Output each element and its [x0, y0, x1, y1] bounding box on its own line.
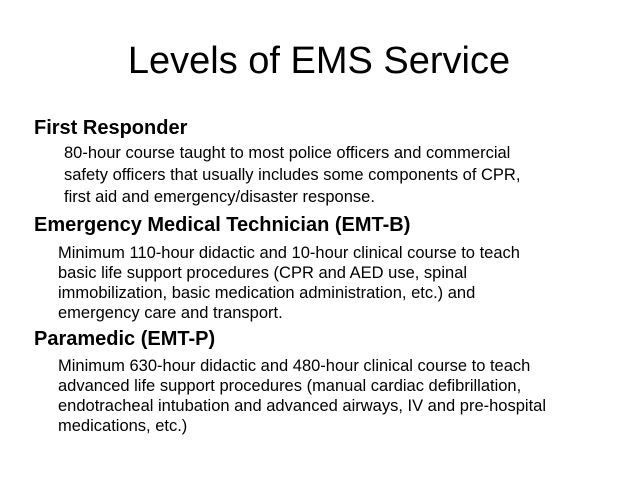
body-line: 80-hour course taught to most police officers and commercial — [64, 144, 511, 162]
body-line: immobilization, basic medication administration, etc.) and — [58, 284, 476, 302]
body-line: first aid and emergency/disaster response. — [64, 188, 375, 206]
slide-title: Levels of EMS Service — [127, 40, 511, 82]
section-heading-emt-b: Emergency Medical Technician (EMT-B) — [34, 214, 411, 236]
body-line: medications, etc.) — [58, 417, 188, 435]
body-line: basic life support procedures (CPR and AED use, spinal — [58, 264, 468, 282]
section-heading-paramedic: Paramedic (EMT-P) — [34, 328, 216, 350]
body-line: safety officers that usually includes some components of CPR, — [64, 166, 521, 184]
body-line: advanced life support procedures (manual cardiac defibrillation, — [58, 377, 522, 395]
section-body-paramedic — [58, 356, 546, 436]
body-line: Minimum 630-hour didactic and 480-hour clinical course to teach — [58, 357, 531, 375]
body-line: emergency care and transport. — [58, 304, 283, 322]
body-line: Minimum 110-hour didactic and 10-hour clinical course to teach — [58, 244, 520, 262]
section-body-emt-b — [58, 243, 520, 323]
section-heading-first-responder: First Responder — [34, 117, 188, 139]
body-line: endotracheal intubation and advanced airways, IV and pre-hospital — [58, 397, 546, 415]
section-body-first-responder — [64, 142, 520, 208]
